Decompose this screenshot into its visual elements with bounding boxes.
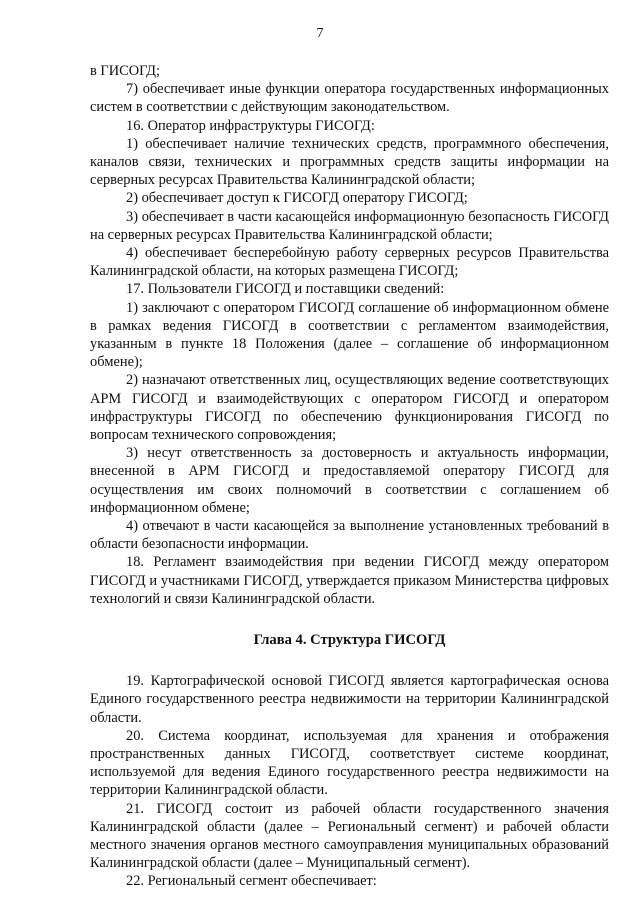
chapter-heading: Глава 4. Структура ГИСОГД <box>253 632 446 649</box>
paragraph: 4) обеспечивает бесперебойную работу серверных ресурсов Правительства Калининградской области, на которых размещена ГИСОГД; <box>90 245 609 280</box>
paragraph: в ГИСОГД; <box>90 63 160 79</box>
paragraph: 2) обеспечивает доступ к ГИСОГД оператору ГИСОГД; <box>126 190 468 207</box>
paragraph: 4) отвечают в части касающейся за выполнение установленных требований в области безопасности информации. <box>90 518 609 553</box>
paragraph: 22. Региональный сегмент обеспечивает: <box>126 873 377 890</box>
paragraph: 18. Регламент взаимодействия при ведении ГИСОГД между оператором ГИСОГД и участниками ГИСОГД, утверждается приказом Министерства цифровых технологий и связи Калининградской области. <box>90 554 609 607</box>
paragraph: 21. ГИСОГД состоит из рабочей области государственного значения Калининградской области (далее – Региональный сегмент) и рабочей области местного значения органов местного самоуправления муниципальных образований Калининградской области (далее – Муниципальный сегмент). <box>90 800 609 872</box>
paragraph: 16. Оператор инфраструктуры ГИСОГД: <box>126 117 375 134</box>
paragraph: 17. Пользователи ГИСОГД и поставщики сведений: <box>126 281 445 298</box>
paragraph: 20. Система координат, используемая для хранения и отображения пространственных данных ГИСОГД, соответствует системе координат, используемой для ведения Единого государственного реестра недвижимости на территории Калининградской области. <box>90 727 609 799</box>
paragraph: 1) обеспечивает наличие технических средств, программного обеспечения, каналов связи, технических и программных средств защиты информации на серверных ресурсах Правительства Калининградской области; <box>90 135 609 189</box>
document-body <box>90 62 609 891</box>
paragraph: 3) обеспечивает в части касающейся информационную безопасность ГИСОГД на серверных ресурсах Правительства Калининградской области; <box>90 208 609 243</box>
paragraph: 1) заключают с оператором ГИСОГД соглашение об информационном обмене в рамках ведения ГИСОГД в соответствии с регламентом взаимодействия, указанным в пункте 18 Положения (далее – соглашение об информационном обмене); <box>90 299 609 371</box>
page-number: 7 <box>316 26 324 41</box>
paragraph: 7) обеспечивает иные функции оператора государственных информационных систем в соответствии с действующим законодательством. <box>90 81 609 116</box>
paragraph: 2) назначают ответственных лиц, осуществляющих ведение соответствующих АРМ ГИСОГД и взаимодействующих с оператором ГИСОГД и оператором инфраструктуры ГИСОГД по обеспечению функционирования ГИСОГД по вопросам технического сопровождения; <box>90 372 609 444</box>
paragraph: 19. Картографической основой ГИСОГД является картографическая основа Единого государственного реестра недвижимости на территории Калининградской области. <box>90 673 609 726</box>
paragraph: 3) несут ответственность за достоверность и актуальность информации, внесенной в АРМ ГИСОГД и предоставляемой оператору ГИСОГД для осуществления им своих полномочий в соответствии с соглашением об информационном обмене; <box>90 445 609 516</box>
